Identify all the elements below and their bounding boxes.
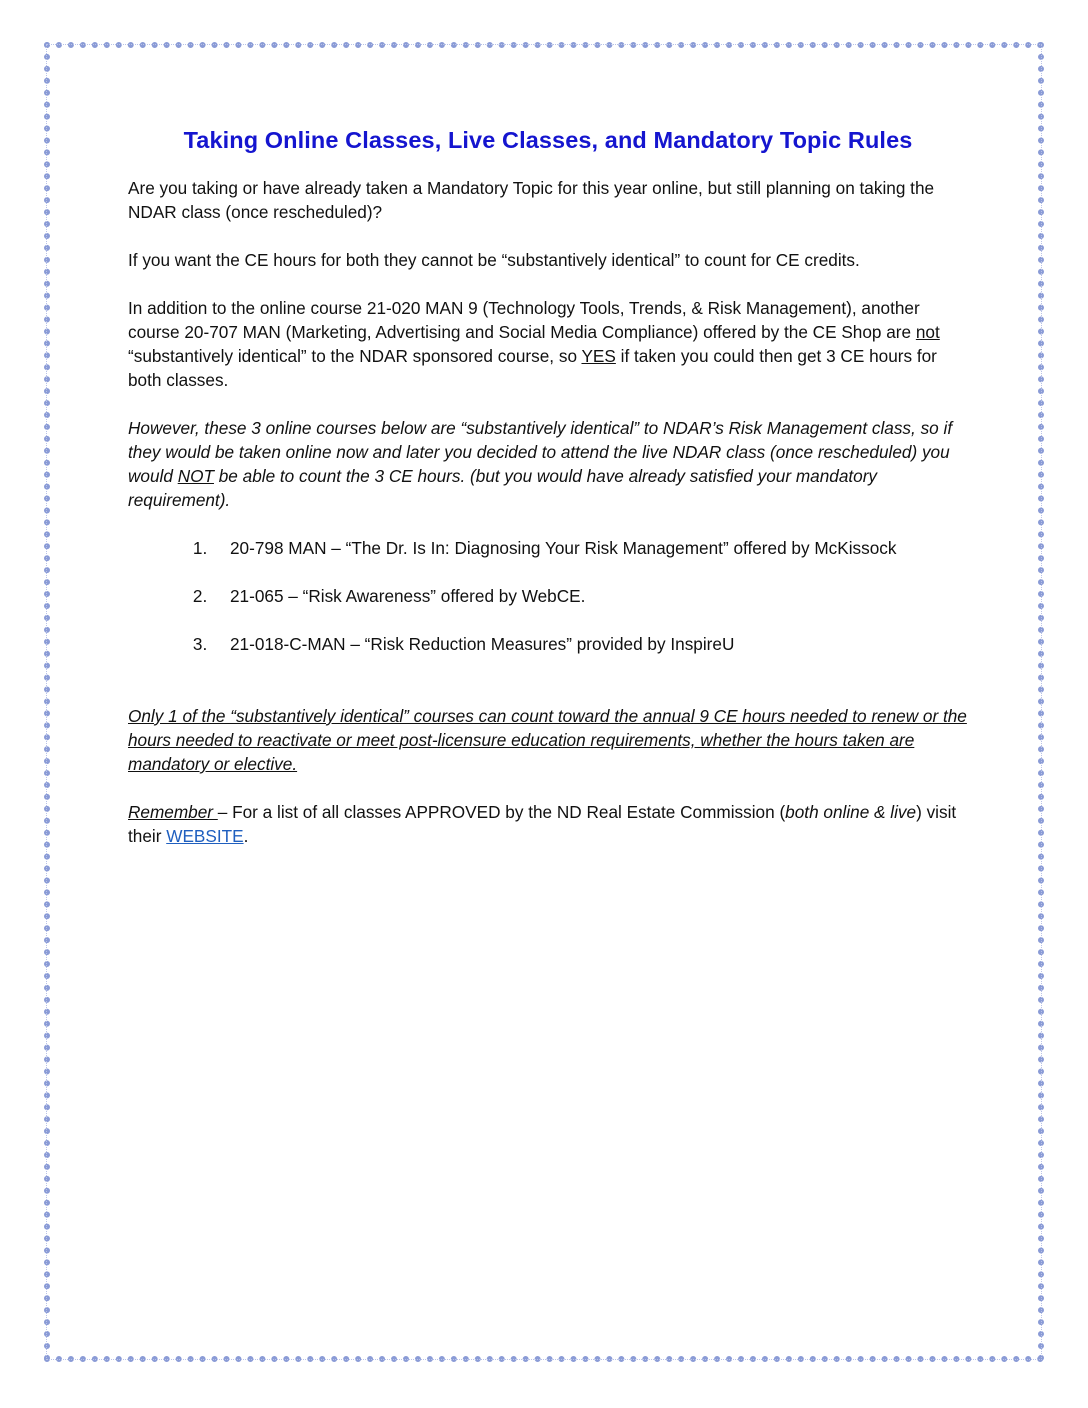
list-item: 3. 21-018-C-MAN – “Risk Reduction Measures” provided by InspireU	[212, 632, 968, 656]
text-segment: In addition to the online course 21-020 MAN 9 (Technology Tools, Trends, & Risk Management), another course 20-707 MAN (Marketing, Advertising and Social Media Compliance) offered by the CE Shop are	[128, 298, 920, 342]
text-segment: ) visit their	[128, 802, 957, 846]
text-segment: However, these 3 online courses below are “substantively identical” to NDAR’s Risk Management class, so if they would be taken online now and later you decided to attend the live NDAR class (once rescheduled) you would	[128, 418, 953, 486]
both-online-live: both online & live	[785, 802, 917, 822]
text-segment: – For a list of all classes APPROVED by the ND Real Estate Commission (	[217, 802, 786, 822]
emphasis-not-caps: NOT	[177, 466, 214, 486]
text-segment: “substantively identical” to the NDAR sponsored course, so	[128, 346, 582, 366]
not-identical-paragraph	[128, 296, 968, 392]
document-body	[128, 124, 968, 872]
list-item: 2. 21-065 – “Risk Awareness” offered by WebCE.	[212, 584, 968, 608]
emphasis-not: not	[915, 322, 940, 342]
list-item: 1. 20-798 MAN – “The Dr. Is In: Diagnosing Your Risk Management” offered by McKissock	[212, 536, 968, 560]
remember-label: Remember	[128, 802, 218, 822]
text-segment: if taken you could then get 3 CE hours for both classes.	[128, 346, 937, 390]
website-link[interactable]: WEBSITE	[166, 826, 244, 846]
identical-courses-paragraph	[128, 416, 968, 512]
intro-paragraph: Are you taking or have already taken a Mandatory Topic for this year online, but still planning on taking the NDAR class (once rescheduled)?	[128, 178, 935, 222]
text-segment: be able to count the 3 CE hours. (but you would have already satisfied your mandatory requirement).	[128, 466, 878, 510]
ce-hours-paragraph: If you want the CE hours for both they cannot be “substantively identical” to count for CE credits.	[128, 250, 860, 270]
course-list	[128, 536, 968, 656]
text-segment: .	[243, 826, 249, 846]
emphasis-yes: YES	[581, 346, 616, 366]
remember-paragraph	[128, 800, 968, 848]
only-one-rule-paragraph: Only 1 of the “substantively identical” courses can count toward the annual 9 CE hours needed to renew or the hours needed to reactivate or meet post-licensure education requirements, whether the hours taken are mandatory or elective.	[128, 706, 967, 774]
page-title: Taking Online Classes, Live Classes, and Mandatory Topic Rules	[183, 127, 913, 153]
